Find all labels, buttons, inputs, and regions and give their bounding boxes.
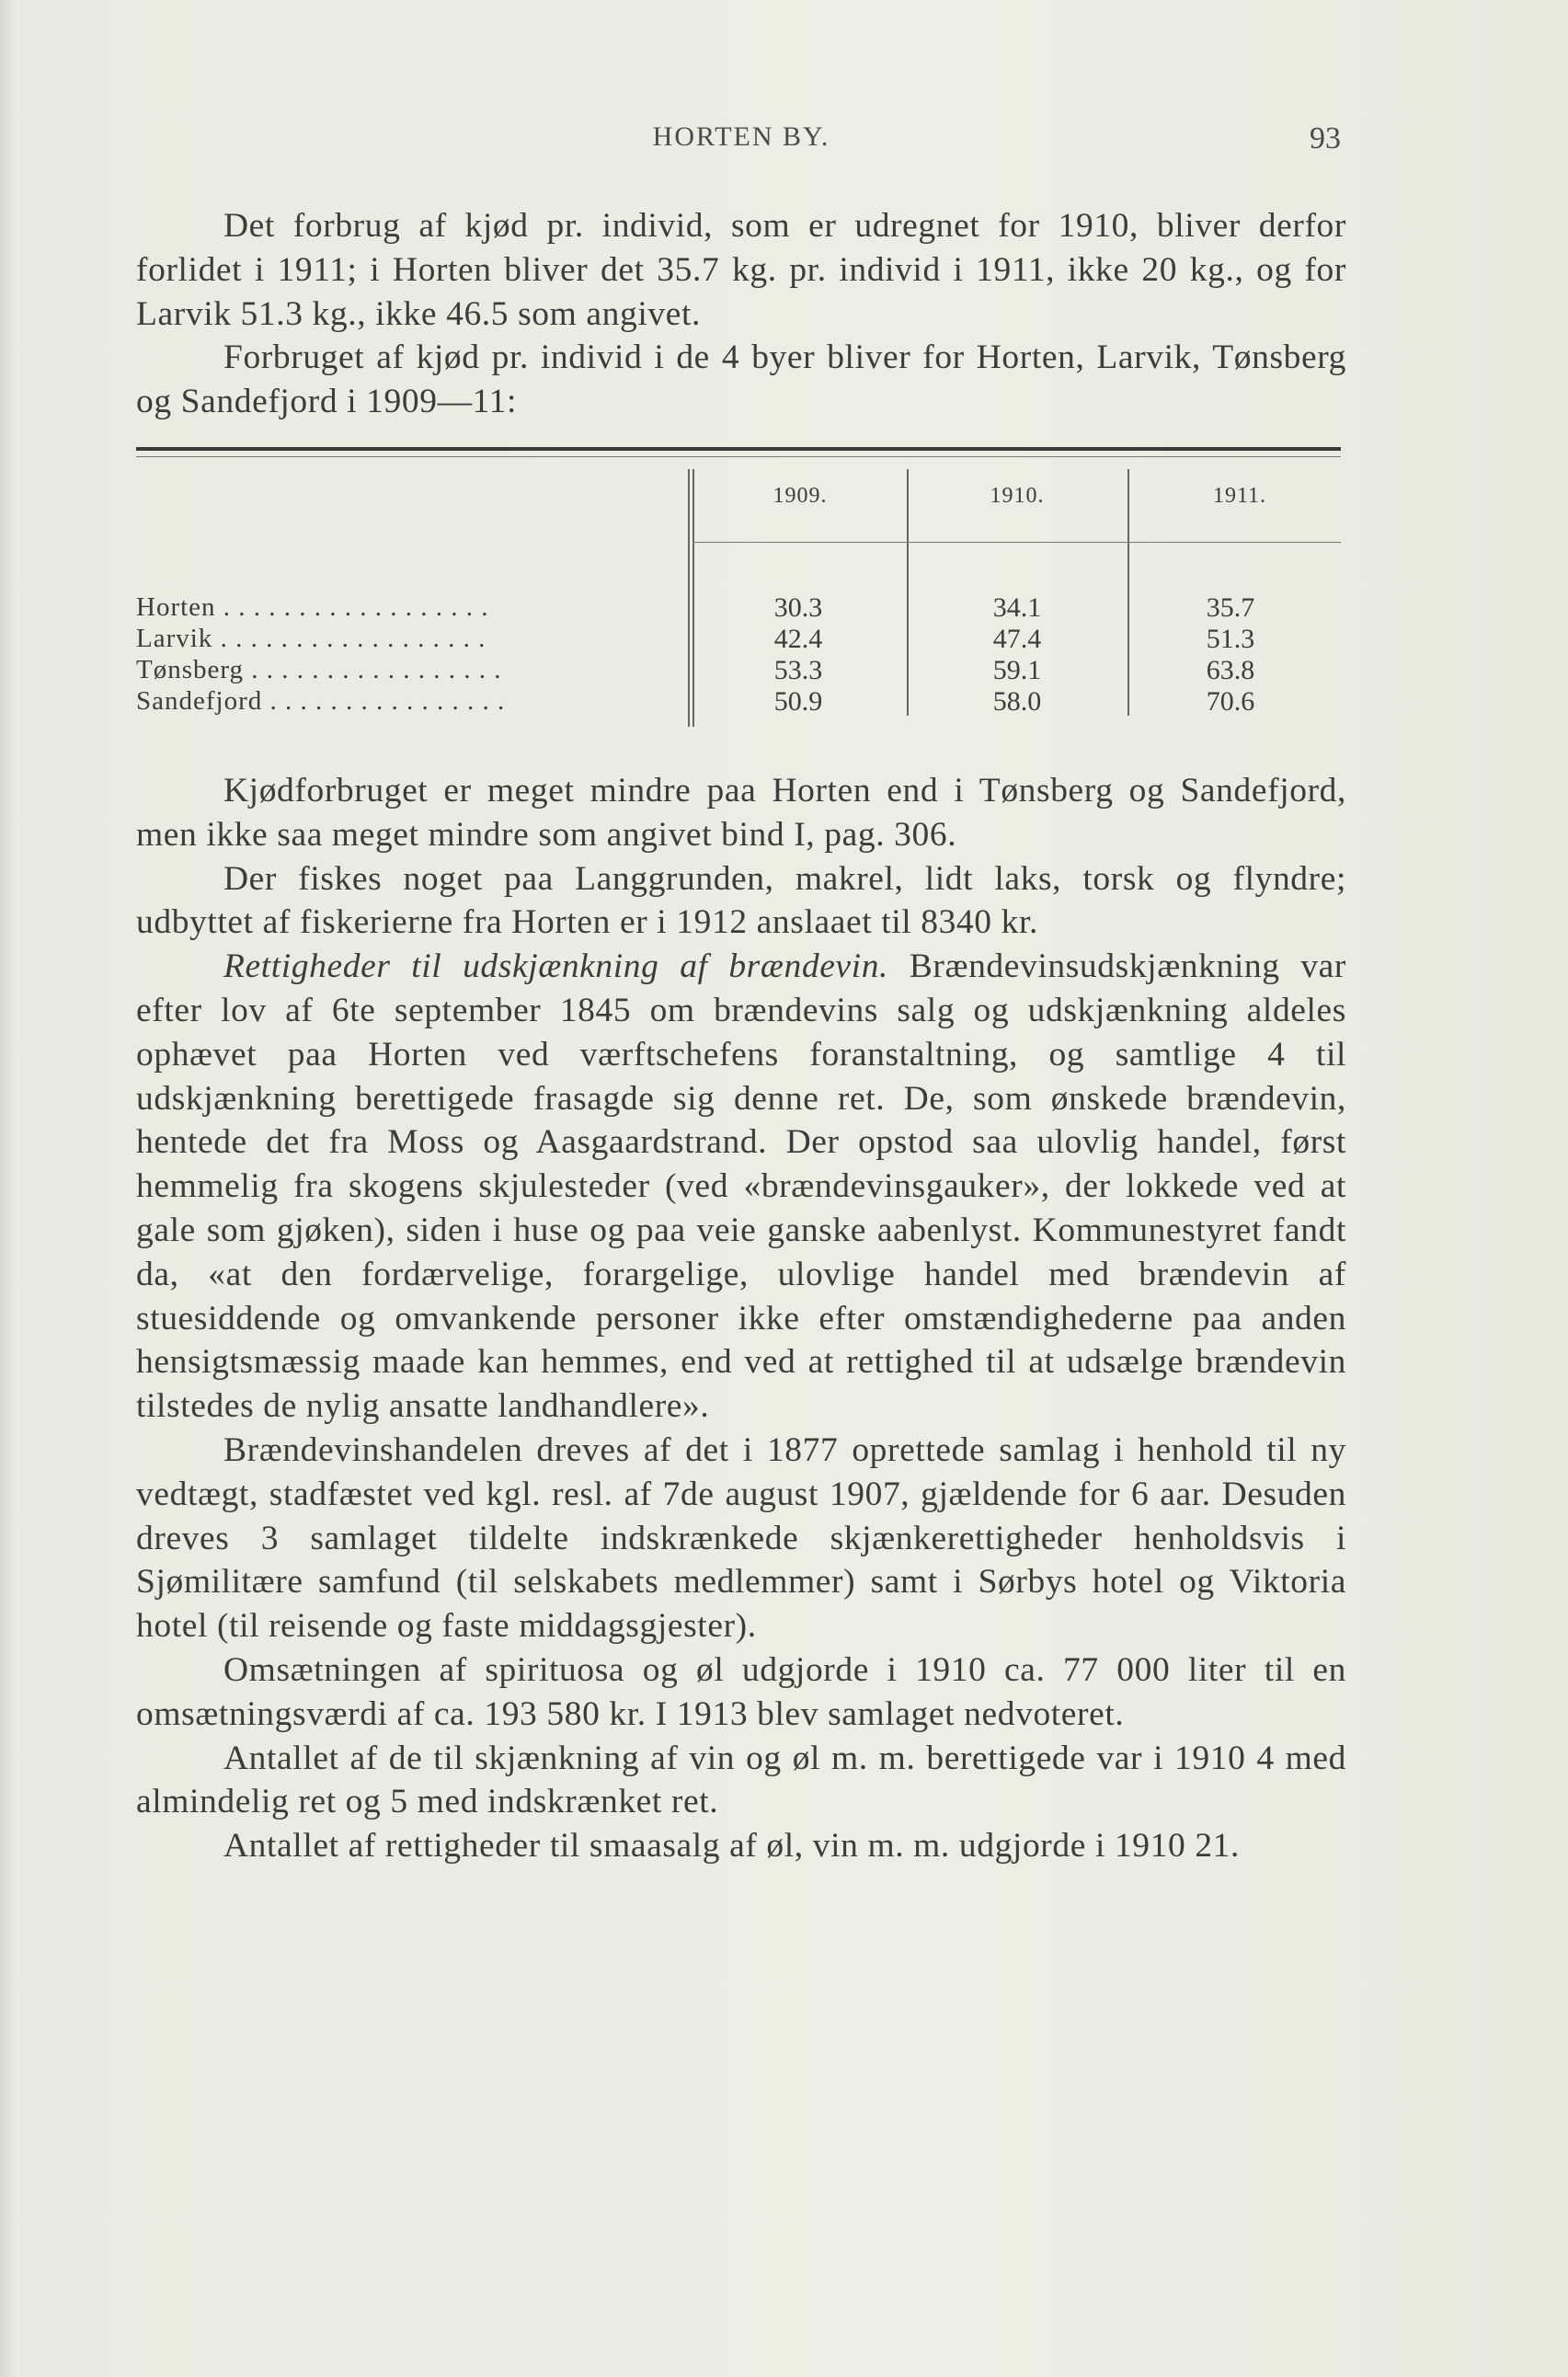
- value-1911: 70.6: [1206, 686, 1255, 717]
- table-row: [136, 592, 1341, 624]
- column-header-1911: 1911.: [1212, 484, 1267, 508]
- town-name: Horten . . . . . . . . . . . . . . . . . .: [136, 592, 489, 622]
- paragraph-table-intro: Forbruget af kjød pr. individ i de 4 byer bliver for Horten, Larvik, Tønsberg og Sandefjord i 1909—11:: [136, 339, 1346, 421]
- paragraph-fishing: Der fiskes noget paa Langgrunden, makrel, lidt laks, torsk og flyndre; udbyttet af fiskerierne fra Horten er i 1912 anslaaet til 8340 kr.: [136, 859, 1346, 942]
- page-number: 93: [1310, 121, 1341, 155]
- value-1909: 30.3: [773, 592, 823, 623]
- value-1909: 42.4: [773, 624, 823, 654]
- table-top-rule-thin: [136, 456, 1341, 457]
- column-header-1909: 1909.: [773, 484, 828, 508]
- running-title: HORTEN BY.: [652, 121, 830, 152]
- paragraph-licensees: Antallet af de til skjænkning af vin og øl m. m. berettigede var i 1910 4 med almindelig ret og 5 med indskrænket ret.: [136, 1739, 1346, 1821]
- paragraph-samlag: Brændevinshandelen dreves af det i 1877 oprettede samlag i henhold til ny vedtægt, stadfæstet ved kgl. resl. af 7de august 1907, gjældende for 6 aar. Desuden dreves 3 samlaget tildelte indskrænkede skjænkerettigheder henholdsvis i Sjømilitære samfund (til selskabets medlemmer) samt i Sørbys hotel og Viktoria hotel (til reisende og faste middagsgjester).: [136, 1430, 1346, 1646]
- town-name: Larvik . . . . . . . . . . . . . . . . . .: [136, 624, 486, 653]
- table-row: [136, 686, 1341, 718]
- intro-text: [136, 204, 1346, 424]
- value-1910: 59.1: [992, 655, 1042, 685]
- town-name: Tønsberg . . . . . . . . . . . . . . . . .: [136, 655, 502, 684]
- town-name: Sandefjord . . . . . . . . . . . . . . . .: [136, 686, 506, 716]
- paragraph-meat-consumption-correction: Det forbrug af kjød pr. individ, som er udregnet for 1910, bliver derfor forlidet i 1911; i Horten bliver det 35.7 kg. pr. individ i 1911, ikke 20 kg., og for Larvik 51.3 kg., ikke 46.5 som angivet.: [136, 207, 1346, 333]
- value-1911: 63.8: [1206, 655, 1255, 685]
- value-1909: 50.9: [773, 686, 823, 717]
- table-row: [136, 655, 1341, 686]
- value-1911: 35.7: [1206, 592, 1255, 623]
- section-heading-brandy-rights: Rettigheder til udskjænkning af brændevin.: [223, 947, 889, 986]
- column-header-1910: 1910.: [990, 484, 1045, 508]
- value-1910: 34.1: [992, 592, 1042, 623]
- meat-consumption-table: [136, 447, 1341, 732]
- paragraph-retail-rights: Antallet af rettigheder til smaasalg af øl, vin m. m. udgjorde i 1910 21.: [223, 1827, 1241, 1866]
- paragraph-turnover: Omsætningen af spirituosa og øl udgjorde i 1910 ca. 77 000 liter til en omsætningsværdi af ca. 193 580 kr. I 1913 blev samlaget nedvoteret.: [136, 1650, 1346, 1733]
- body-text: [136, 769, 1346, 1868]
- table-top-rule: [136, 447, 1341, 451]
- value-1910: 58.0: [992, 686, 1042, 717]
- value-1910: 47.4: [992, 624, 1042, 654]
- page-header: [136, 121, 1346, 167]
- value-1911: 51.3: [1206, 624, 1255, 654]
- table-header-rule: [692, 542, 1341, 543]
- value-1909: 53.3: [773, 655, 823, 685]
- paragraph-brandy-rights: Rettigheder til udskjænkning af brændevin. Brændevinsudskjænkning var efter lov af 6te september 1845 om brændevins salg og udskjænkning aldeles ophævet paa Horten ved værftschefens foranstaltning, og samtlige 4 til udskjænkning berettigede frasagde sig denne ret. De, som ønskede brændevin, hentede det fra Moss og Aasgaardstrand. Der opstod saa ulovlig handel, først hemmelig fra skogens skjulesteder (ved «brændevinsgauker», der lokkede ved at gale som gjøken), siden i huse og paa veie ganske aabenlyst. Kommunestyret fandt da, «at den fordærvelige, forargelige, ulovlige handel med brændevin af stuesiddende og omvankende personer ikke efter omstændighederne paa anden hensigtsmæssig maade kan hemmes, end ved at rettighed til at udsælge brændevin tilstedes de nylig ansatte landhandlere».: [136, 947, 1346, 1426]
- paragraph-meat-comparison: Kjødforbruget er meget mindre paa Horten end i Tønsberg og Sandefjord, men ikke saa meget mindre som angivet bind I, pag. 306.: [136, 772, 1346, 854]
- table-row: [136, 624, 1341, 655]
